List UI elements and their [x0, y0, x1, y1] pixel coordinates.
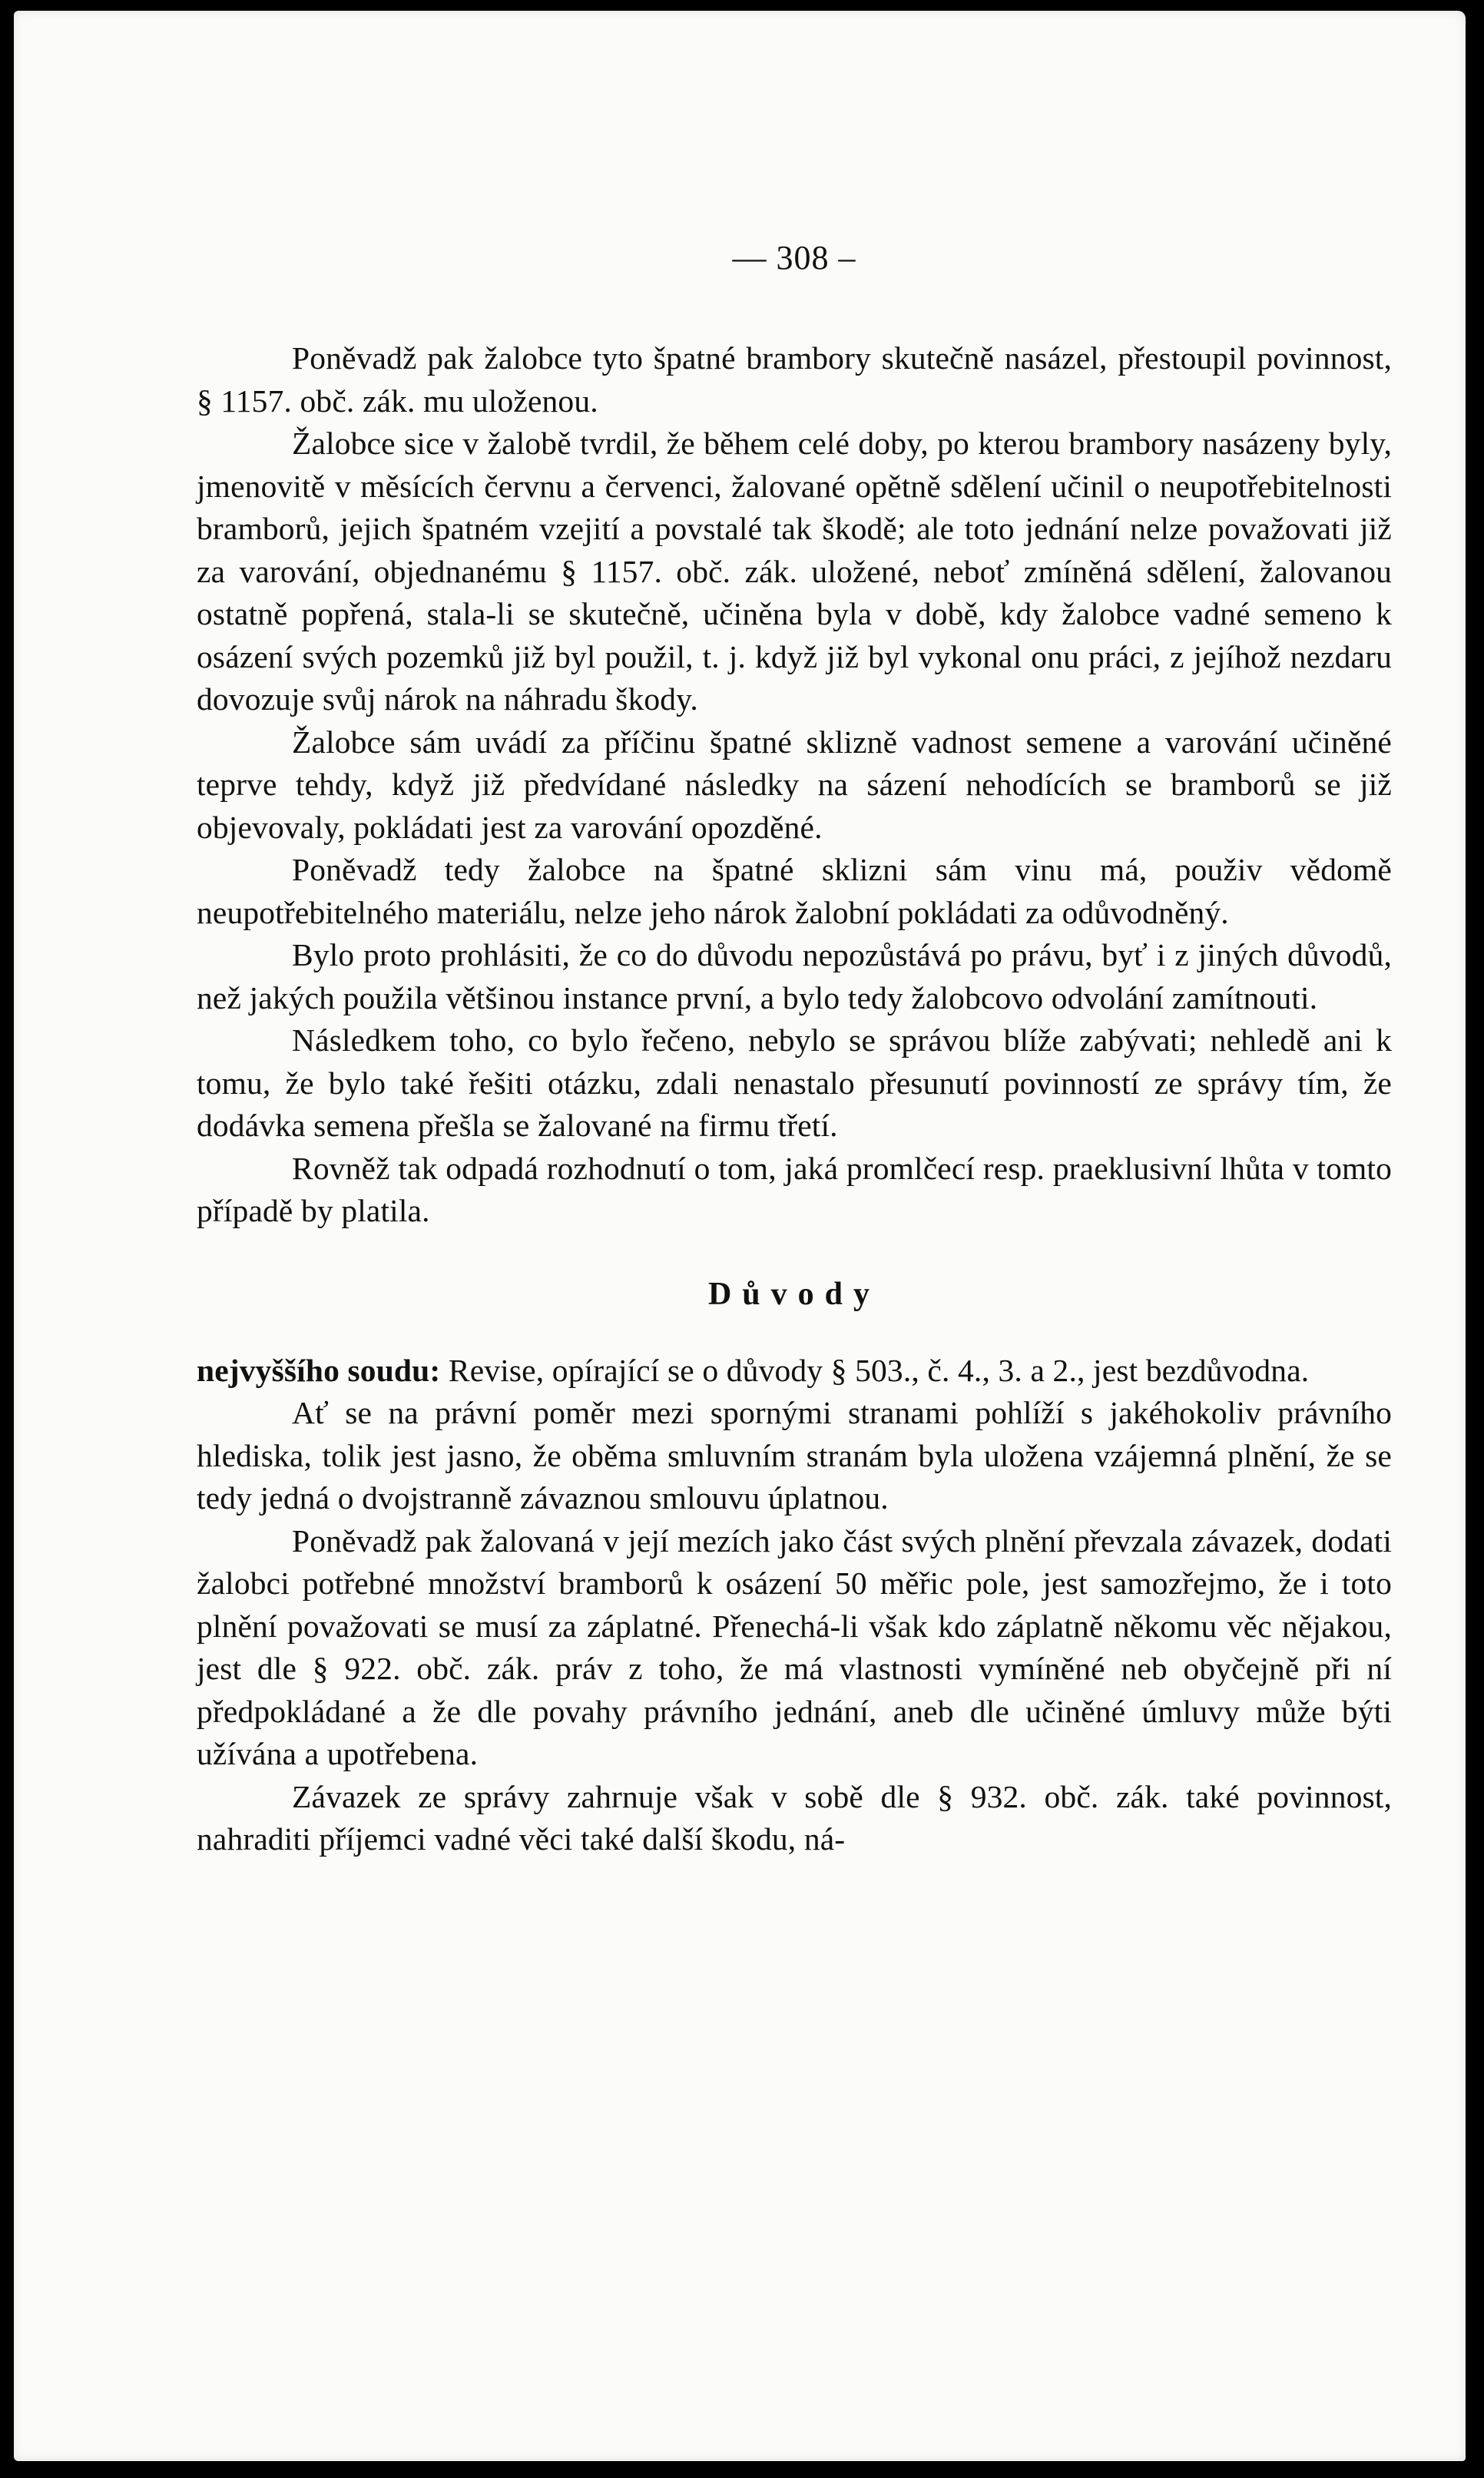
paragraph-10: Závazek ze správy zahrnuje však v sobě dle § 932. obč. zák. také povinnost, nahraditi příjemci vadné věci také další škodu, ná- — [197, 1778, 1392, 1857]
paragraph-8: Ať se na právní poměr mezi spornými stranami pohlíží s jakéhokoliv právního hlediska, tolik jest jasno, že oběma smluvním stranám byla uložena vzájemná plnění, že se tedy jedná o dvojstranně závaznou smlouvu úplatnou. — [197, 1395, 1392, 1516]
page-content — [197, 237, 1392, 1861]
section-heading: Důvody — [707, 1276, 881, 1312]
paragraph-3: Žalobce sám uvádí za příčinu špatné sklizně vadnost semene a varování učiněné teprve tehdy, když již předvídané následky na sázení nehodících se bramborů se již objevovaly, pokládati jest za varování opozděné. — [197, 724, 1392, 845]
paragraph-lead — [197, 1350, 1392, 1393]
paragraph-9: Poněvadž pak žalovaná v její mezích jako část svých plnění převzala závazek, dodati žalobci potřebné množství bramborů k osázení 50 měřic pole, jest samozřejmo, že i toto plnění považovati se musí za záplatné. Přenechá-li však kdo záplatně někomu věc nějakou, jest dle § 922. obč. zák. práv z toho, že má vlastnosti vymíněné neb obyčejně při ní předpokládané a že dle povahy právního jednání, aneb dle učiněné úmluvy může býti užívána a upotřebena. — [197, 1522, 1392, 1771]
paragraph-4: Poněvadž tedy žalobce na špatné sklizni sám vinu má, použiv vědomě neupotřebitelného materiálu, nelze jeho nárok žalobní pokládati za odůvodněný. — [197, 852, 1392, 930]
paragraph-7: Rovněž tak odpadá rozhodnutí o tom, jaká promlčecí resp. praeklusivní lhůta v tomto případě by platila. — [197, 1150, 1392, 1228]
lead-bold-text: nejvyššího soudu: — [197, 1352, 441, 1388]
paragraph-2: Žalobce sice v žalobě tvrdil, že během celé doby, po kterou brambory nasázeny byly, jmenovitě v měsících červnu a červenci, žalované opětně sdělení učinil o neupotřebitelnosti bramborů, jejich špatném vzejití a povstalé tak škodě; ale toto jednání nelze považovati již za varování, objednanému § 1157. obč. zák. uložené, neboť zmíněná sdělení, žalovanou ostatně popřená, stala-li se skutečně, učiněna byla v době, kdy žalobce vadné semeno k osázení svých pozemků již byl použil, t. j. když již byl vykonal onu práci, z jejíhož nezdaru dovozuje svůj nárok na náhradu škody. — [197, 426, 1392, 717]
paragraph-5: Bylo proto prohlásiti, že co do důvodu nepozůstává po právu, byť i z jiných důvodů, než jakých použila většinou instance první, a bylo tedy žalobcovo odvolání zamítnouti. — [197, 937, 1392, 1015]
paragraph-6: Následkem toho, co bylo řečeno, nebylo se správou blíže zabývati; nehledě ani k tomu, že bylo také řešiti otázku, zdali nenastalo přesunutí povinností ze správy tím, že dodávka semena přešla se žalované na firmu třetí. — [197, 1022, 1392, 1143]
paragraph-1: Poněvadž pak žalobce tyto špatné brambory skutečně nasázel, přestoupil povinnost, § 1157. obč. zák. mu uloženou. — [197, 340, 1392, 419]
lead-rest-text: Revise, opírající se o důvody § 503., č. 4., 3. a 2., jest bezdůvodna. — [440, 1352, 1310, 1388]
page-number: — 308 – — [732, 239, 856, 277]
scanned-page — [14, 11, 1466, 2461]
